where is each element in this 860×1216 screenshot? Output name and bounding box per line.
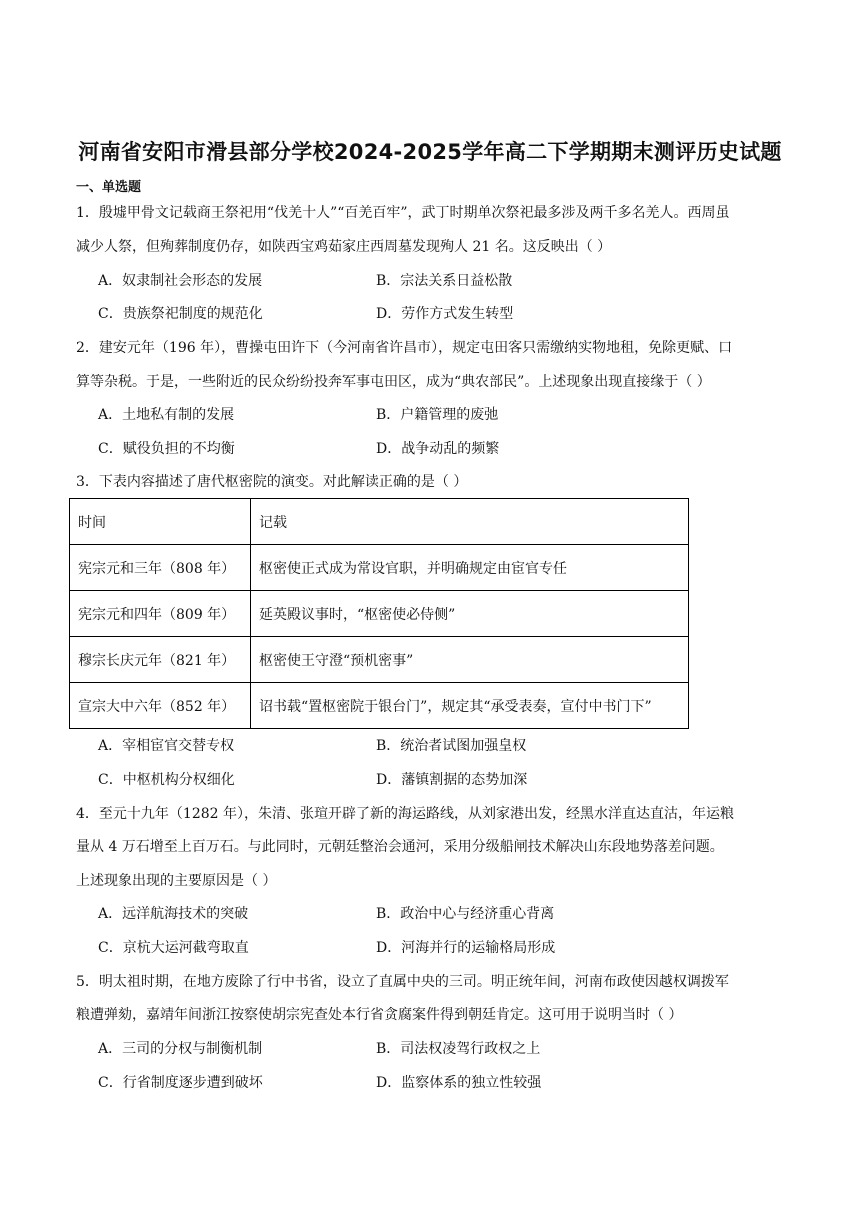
question-2-option-b: B．户籍管理的废弛 — [376, 407, 499, 423]
question-4-line-2: 量从 4 万石增至上百万石。与此同时，元朝廷整治会通河，采用分级船闸技术解决山东段地势落差问题。 — [76, 839, 724, 855]
question-2-line-1: 2．建安元年（196 年），曹操屯田许下（今河南省许昌市），规定屯田客只需缴纳实物地租，免除更赋、口 — [76, 340, 733, 356]
question-5-option-b: B．司法权凌驾行政权之上 — [376, 1041, 541, 1057]
question-1-option-c: C．贵族祭祀制度的规范化 — [98, 306, 263, 322]
table-cell-record: 诏书载“置枢密院于银台门”，规定其“承受表奏，宣付中书门下” — [251, 683, 689, 729]
section-heading: 一、单选题 — [76, 180, 142, 195]
question-1-option-a: A．奴隶制社会形态的发展 — [98, 273, 263, 289]
question-3-option-d: D．藩镇割据的态势加深 — [376, 772, 528, 788]
table-cell-time: 宣宗大中六年（852 年） — [70, 683, 251, 729]
question-5-option-d: D．监察体系的独立性较强 — [376, 1075, 542, 1091]
table-row — [70, 683, 689, 729]
question-2-line-2: 算等杂税。于是，一些附近的民众纷纷投奔军事屯田区，成为“典农部民”。上述现象出现直接缘于（ ） — [76, 374, 711, 390]
question-4-option-a: A．远洋航海技术的突破 — [98, 906, 249, 922]
question-5-option-a: A．三司的分权与制衡机制 — [98, 1041, 263, 1057]
table-header-cell: 记载 — [251, 499, 689, 545]
question-5-line-2: 粮遭弹劾，嘉靖年间浙江按察使胡宗宪查处本行省贪腐案件得到朝廷肯定。这可用于说明当时（ ） — [76, 1007, 683, 1023]
question-5-option-c: C．行省制度逐步遭到破坏 — [98, 1075, 263, 1091]
table-header-cell: 时间 — [70, 499, 251, 545]
table-cell-record: 枢密使正式成为常设官职，并明确规定由宦官专任 — [251, 545, 689, 591]
question-3-option-b: B．统治者试图加强皇权 — [376, 738, 527, 754]
question-4-option-b: B．政治中心与经济重心背离 — [376, 906, 555, 922]
question-2-option-c: C．赋役负担的不均衡 — [98, 441, 235, 457]
question-4-line-3: 上述现象出现的主要原因是（ ） — [76, 873, 277, 889]
page-title: 河南省安阳市滑县部分学校2024-2025学年高二下学期期末测评历史试题 — [78, 140, 782, 164]
table-header-row — [70, 499, 689, 545]
table-cell-record: 枢密使王守澄“预机密事” — [251, 637, 689, 683]
question-3-table — [69, 498, 689, 729]
question-2-option-d: D．战争动乱的频繁 — [376, 441, 500, 457]
table-cell-time: 宪宗元和三年（808 年） — [70, 545, 251, 591]
table-row — [70, 637, 689, 683]
question-5-line-1: 5．明太祖时期，在地方废除了行中书省，设立了直属中央的三司。明正统年间，河南布政使因越权调拨军 — [76, 974, 729, 990]
table-cell-time: 穆宗长庆元年（821 年） — [70, 637, 251, 683]
table-row — [70, 545, 689, 591]
question-3-option-c: C．中枢机构分权细化 — [98, 772, 235, 788]
table-cell-time: 宪宗元和四年（809 年） — [70, 591, 251, 637]
question-3-line-1: 3．下表内容描述了唐代枢密院的演变。对此解读正确的是（ ） — [76, 474, 468, 490]
question-4-line-1: 4．至元十九年（1282 年），朱清、张瑄开辟了新的海运路线，从刘家港出发，经黑水洋直达直沽，年运粮 — [76, 806, 734, 822]
question-1-line-2: 减少人祭，但殉葬制度仍存，如陕西宝鸡茹家庄西周墓发现殉人 21 名。这反映出（ ） — [76, 239, 612, 255]
question-2-option-a: A．土地私有制的发展 — [98, 407, 235, 423]
question-4-option-c: C．京杭大运河截弯取直 — [98, 940, 249, 956]
table-row — [70, 591, 689, 637]
question-1-option-b: B．宗法关系日益松散 — [376, 273, 513, 289]
question-1-line-1: 1．殷墟甲骨文记载商王祭祀用“伐羌十人”“百羌百牢”，武丁时期单次祭祀最多涉及两千多名羌人。西周虽 — [76, 205, 730, 221]
question-3-option-a: A．宰相宦官交替专权 — [98, 738, 235, 754]
question-1-option-d: D．劳作方式发生转型 — [376, 306, 514, 322]
question-4-option-d: D．河海并行的运输格局形成 — [376, 940, 556, 956]
table-cell-record: 延英殿议事时，“枢密使必侍侧” — [251, 591, 689, 637]
